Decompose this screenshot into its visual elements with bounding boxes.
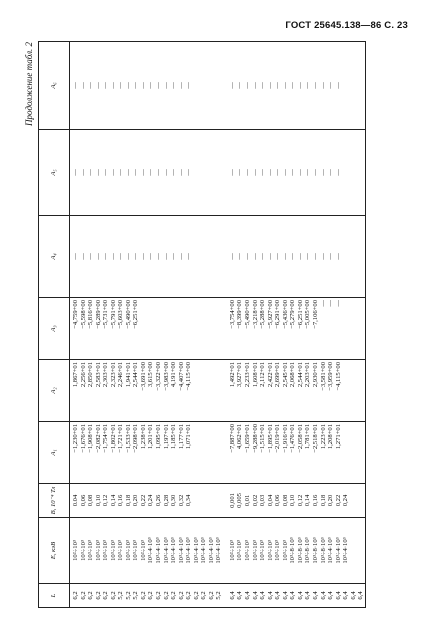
cell-a1: −7,887+00 4,062+01 −1,659+01 −9,288+00 −1,515+01 −1,895+01 −2,019+01 −1,916+01 −1,476+01 −2,058+01 1,781+01 −2,518+01 1,223+01 1,208+01 1,271+01 — [223, 422, 365, 484]
col-header-b: B, 10⁻⁴ Тл — [39, 484, 70, 518]
col-header-a3: A₃ — [39, 298, 70, 360]
cell-l: 6,4 6,4 6,4 6,4 6,4 6,4 6,4 6,4 6,4 6,4 6,4 6,4 6,4 6,4 6,4 6,4 6,4 6,4 — [223, 584, 365, 608]
cell-a1: −1,230+01 −1,676+01 −1,908+01 −2,082+01 −1,754+01 −1,802+01 −1,721+01 −1,533+01 −2,098+01 1,238+01 1,201+01 1,095+01 1,197+01 1,185+01 1,177+01 1,071+01 — [70, 422, 223, 484]
coefficients-table — [38, 41, 366, 608]
table-header-row — [39, 42, 70, 608]
cell-l: 6,2 6,2 6,2 6,2 6,2 6,2 5,2 5,2 5,2 6,2 6,2 6,2 6,2 6,2 6,2 6,2 6,2 6,2 6,2 5,2 — [70, 584, 223, 608]
cell-a5: — — — — — — — — — — — — — — — — [223, 130, 365, 216]
cell-a2: 1,492+01 3,927+01 2,233+01 1,608+01 2,112+01 2,422+01 2,699+01 2,545+01 2,068+01 2,544+01 2,203+01 2,930+01 −3,581+00 −3,959+00 −4,115+00 — [223, 360, 365, 422]
table-group-l62 — [70, 42, 223, 608]
cell-a3: −3,754+00 −8,399+00 −5,490+00 −3,218+00 −5,288+00 −5,927+00 −6,291+00 −5,436+00 −5,279+00 −6,251+00 −5,005+00 −7,106+00 — — — — [223, 298, 365, 360]
cell-a6: — — — — — — — — — — — — — — — — — [70, 42, 223, 130]
col-header-a2: A₂ — [39, 360, 70, 422]
col-header-a5: A₅ — [39, 130, 70, 216]
col-header-l: L — [39, 584, 70, 608]
cell-a3: −4,759+00 −5,598+00 −5,816+00 −6,289+00 −5,731+00 −5,791+00 −5,603+00 −5,490+00 −6,251+00 — [70, 298, 223, 360]
cell-e: 10²÷10³ 10³÷10³ 10³÷10³ 10³÷10³ 10³÷10³ 10³÷10³ 10³÷10³ 10³÷10³ 10³÷8·10³ 10³÷8·10³ 10³÷8·10³ 10³÷8·10³ 10³÷8·10³ 10³÷4·10³ 10³÷4·10³ 10³÷4·10³ — [223, 518, 365, 584]
cell-b: 0.04 0,06 0,08 0,10 0,12 0,14 0,16 0,18 0,20 0,22 0,24 0,26 0,28 0,30 0,32 0,34 — [70, 484, 223, 518]
cell-a4: — — — — — — — — — — — — — — — — — [70, 216, 223, 298]
col-header-e: E, кэВ — [39, 518, 70, 584]
col-header-a6: A₆ — [39, 42, 70, 130]
cell-a2: 1,867+01 2,256+01 2,850+01 2,583+01 2,303+01 2,323+01 2,246+01 1,941+01 2,544+01 −3,691+00 3,615+00 −3,322+00 −3,983+00 4,191+00 −4,407+00 −4,115+00 — [70, 360, 223, 422]
cell-e: 10²÷10³ 10³÷10³ 10³÷10³ 10³÷10³ 10³÷10³ 10³÷10³ 10³÷10³ 10³÷10³ 10³÷10³ 10²÷10³ 10³÷4·10³ 10³÷4·10³ 10³÷4·10³ 10³÷4·10³ 10³÷4·10³ 10³÷4·10³ 10³÷4·10³ 10³÷4·10³ 10³÷4·10³ 10²÷4·10³ — [70, 518, 223, 584]
col-header-a1: A₁ — [39, 422, 70, 484]
table-group-l64 — [223, 42, 365, 608]
col-header-a4: A₄ — [39, 216, 70, 298]
table-container — [24, 40, 426, 608]
cell-a5: — — — — — — — — — — — — — — — — — [70, 130, 223, 216]
cell-a4: — — — — — — — — — — — — — — — — [223, 216, 365, 298]
cell-b: 0,001 0,005 0,01 0,02 0,03 0,04 0,06 0,08 0,10 0,12 0,14 0,16 0,18 0,20 0,22 0,24 — [223, 484, 365, 518]
page-header: ГОСТ 25645.138—86 С. 23 — [285, 20, 408, 31]
table-caption: Продолжение табл. 2 — [24, 42, 34, 126]
cell-a6: — — — — — — — — — — — — — — — — [223, 42, 365, 130]
